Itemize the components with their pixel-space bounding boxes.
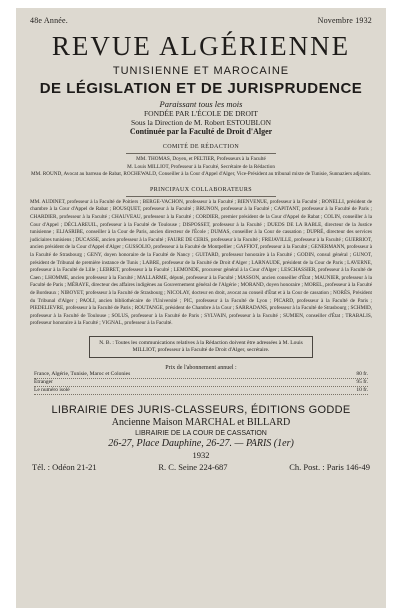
document-page [16,8,386,608]
publication-info [30,100,372,136]
issue-year: 48e Année. [30,16,68,25]
publisher-former-house: Ancienne Maison MARCHAL et BILLARD [111,416,291,428]
header-row [30,16,372,25]
publisher-court-line: LIBRAIRIE DE LA COUR DE CASSATION [135,429,267,437]
price-row [34,371,368,379]
prices-heading: Prix de l'abonnement annuel : [165,364,237,371]
publication-year: 1932 [192,449,210,460]
price-value: 95 fr. [356,378,368,385]
journal-title: REVUE ALGÉRIENNE [51,31,351,61]
price-row [34,387,368,395]
price-label: France, Algérie, Tunisie, Maroc et Colonies [34,370,131,377]
committee-line-2: M. Louis MILLIOT, Professeur à la Faculté, Secrétaire de la Rédaction [127,163,275,170]
committee-line-3: MM. ROUND, Avocat au barreau de Rabat, ROCHEWALD, Conseiller à la Cour d'Appel d'Alger, Vice-Président au tribunal mixte de Tunisie, Sunnaziers adjoints. [30,171,371,178]
price-value: 10 fr. [356,386,368,393]
journal-subtitle-1: TUNISIENNE ET MAROCAINE [112,65,290,77]
frequency-line: Paraissant tous les mois [159,99,243,109]
collaborators-list: MM. AUDINET, professeur à la Faculté de Poitiers ; BERGE-VACHON, professeur à la Faculté ; BIENVENUE, professeur à la Faculté ; BONELLI, président de chambre à la Cour d'Appel de Rabat ; BOUSQUET, professeur à la Faculté ; BRUNON, professeur à la Faculté ; CAPITANT, professeur à la Faculté de Paris ; CHARDIER, professeur à la Faculté ; CHAUVEAU, professeur à la Faculté ; CORDIER, premier président de la Cour d'Appel de Rabat ; COLIN, conseiller à la Cour d'Appel ; DÉCLAREUIL, professeur à la Faculté de Toulouse ; DISPOSSET, professeur à la Faculté ; DUEDS DE LA RABLE, directeur de la Justice tunisienne ; ELJASRIBE, conseiller à la Cour de Paris, ancien directeur de l'École ; DUMAS, conseiller à la Cour de cassation ; DUPRÉ, directeur des services judiciaires tunisiens ; DUCASSE, ancien professeur à la Faculté ; FAURE DE CERIS, professeur à la Faculté ; FREJAVILLE, professeur à la Faculté ; GUERRIOT, ancien président de la Cour d'Appel d'Alger ; GUSSOLIO, professeur à la Faculté de Montpellier ; GAFFIOT, professeur à la Faculté ; GENERMANN, professeur à la Faculté de Strasbourg ; GENY, doyen honoraire de la Faculté de Nancy ; GUITARD, professeur honoraire à la Faculté ; GODIN, consul général ; GUNOT, président de Tribunal de première instance de Tunis ; LABRE, professeur de la Faculté de Droit d'Alger ; LARNAUDE, président de la Cour de Paris ; LAVERNE, professeur à la Faculté de Lille ; LEBRET, professeur à la Faculté ; LEMONDE, procureur général à la Cour d'Alger ; LESCHASSIER, professeur à la Faculté de Caen ; LHOMME, ancien professeur à la Faculté ; MALLARME, député, professeur à la Faculté ; MASSON, ancien conseiller d'État ; MAUNIER, professeur à la Faculté de Paris ; MÉRAYE, directeur des affaires indigènes au Gouvernement général de l'Algérie ; MORAND, doyen honoraire ; MOREL, professeur à la Faculté de Bordeaux ; NIBOYET, professeur à la Faculté de Strasbourg ; NICOLAY, docteur en droit, avocat au conseil d'État et à la Cour de cassation ; NORÈS, Président du Tribunal d'Alger ; PAOLI, ancien bibliothécaire de l'Université ; PIC, professeur à la Faculté de Lyon ; PICARD, professeur à la Faculté de Paris ; PIEDELIEVRE, professeur à la Faculté de Paris ; ROUTANGE, président de Chambre à la Cour ; SARRADANS, professeur à la Faculté de Strasbourg ; SCHMID, professeur à la Faculté de Toulouse ; SOLUS, professeur à la Faculté de Paris ; SYLVAIN, professeur à la Faculté ; SUMIEN, conseiller d'État ; TRABALIS, professeur honoraire à la Faculté ; VIGNAL, professeur à la Faculté. [30,198,372,327]
divider [126,153,276,154]
price-label: Étranger [34,378,53,385]
trade-register: R. C. Seine 224-687 [158,461,228,472]
note-box: N. B. : Toutes les communications relatives à la Rédaction doivent être adressées à M. Louis MILLIOT, professeur à la Faculté de Droit d'Alger, secrétaire. [89,336,313,358]
publisher-address: 26-27, Place Dauphine, 26-27. — PARIS (1er) [108,437,294,449]
continuation-line: Continuée par la Faculté de Droit d'Alger [129,127,273,136]
director-line: Sous la Direction de M. Robert ESTOUBLON [130,118,272,127]
committee-heading: COMITÉ DE RÉDACTION [162,144,240,150]
price-label: Le numéro isolé [34,386,70,393]
founder-line: FONDÉE PAR L'ÉCOLE DE DROIT [144,109,258,118]
issue-date: Novembre 1932 [317,16,372,25]
collaborators-heading: PRINCIPAUX COLLABORATEURS [150,186,252,193]
divider [126,196,276,197]
publisher-contacts [30,462,372,472]
committee-line-1: MM. THOMAS, Doyen, et PELTIER, Professeurs à la Faculté [136,156,266,162]
price-value: 80 fr. [356,370,368,377]
publisher-name: LIBRAIRIE DES JURIS-CLASSEURS, ÉDITIONS GODDE [51,403,351,416]
postal-cheque: Ch. Post. : Paris 146-49 [289,461,370,472]
price-row [34,379,368,387]
telephone: Tél. : Odéon 21-21 [32,461,97,472]
journal-subtitle-2: DE LÉGISLATION ET DE JURISPRUDENCE [39,80,363,97]
